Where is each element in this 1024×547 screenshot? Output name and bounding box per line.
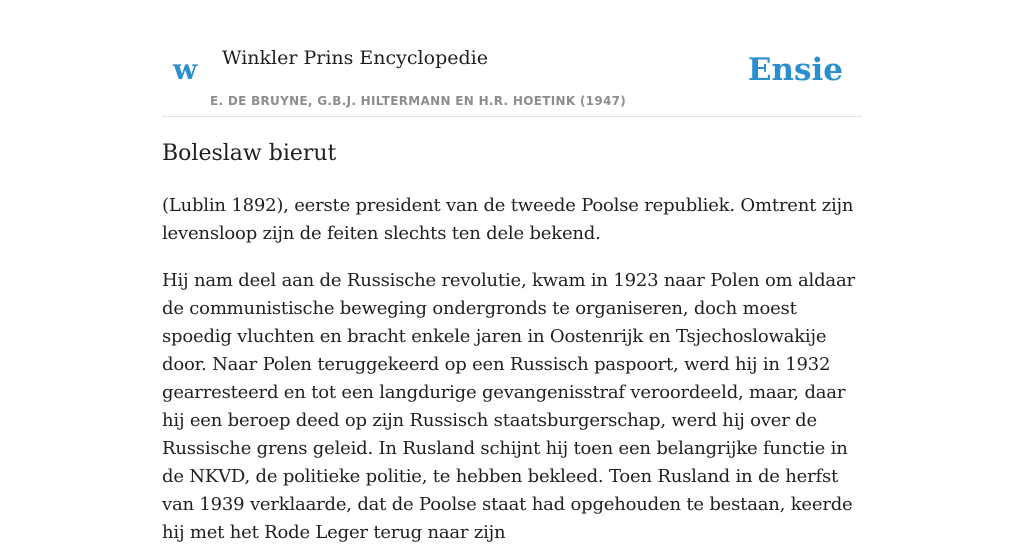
source-title[interactable]: Winkler Prins Encyclopedie <box>222 47 488 69</box>
article-title: Boleslaw bierut <box>162 141 337 166</box>
article <box>162 138 862 547</box>
source-authors: E. DE BRUYNE, G.B.J. HILTERMANN EN H.R. HOETINK (1947) <box>210 94 627 108</box>
brand-logo[interactable]: Ensie <box>747 52 843 88</box>
article-paragraph: Hij nam deel aan de Russische revolutie, kwam in 1923 naar Polen om aldaar de communistische beweging ondergronds te organiseren, doch moest spoedig vluchten en bracht enkele jaren in Oostenrijk en Tsjechoslowakije door. Naar Polen teruggekeerd op een Russisch paspoort, werd hij in 1932 gearresteerd en tot een langdurige gevangenisstraf veroordeeld, maar, daar hij een beroep deed op zijn Russisch staatsburgerschap, werd hij over de Russische grens geleid. In Rusland schijnt hij toen een belangrijke functie in de NKVD, de politieke politie, te hebben bekleed. Toen Rusland in de herfst van 1939 verklaarde, dat de Poolse staat had opgehouden te bestaan, keerde hij met het Rode Leger terug naar zijn <box>162 270 855 543</box>
article-paragraph: (Lublin 1892), eerste president van de tweede Poolse republiek. Omtrent zijn levensloop zijn de feiten slechts ten dele bekend. <box>162 195 854 244</box>
source-logo[interactable]: w <box>173 53 198 86</box>
source-header <box>162 0 862 117</box>
